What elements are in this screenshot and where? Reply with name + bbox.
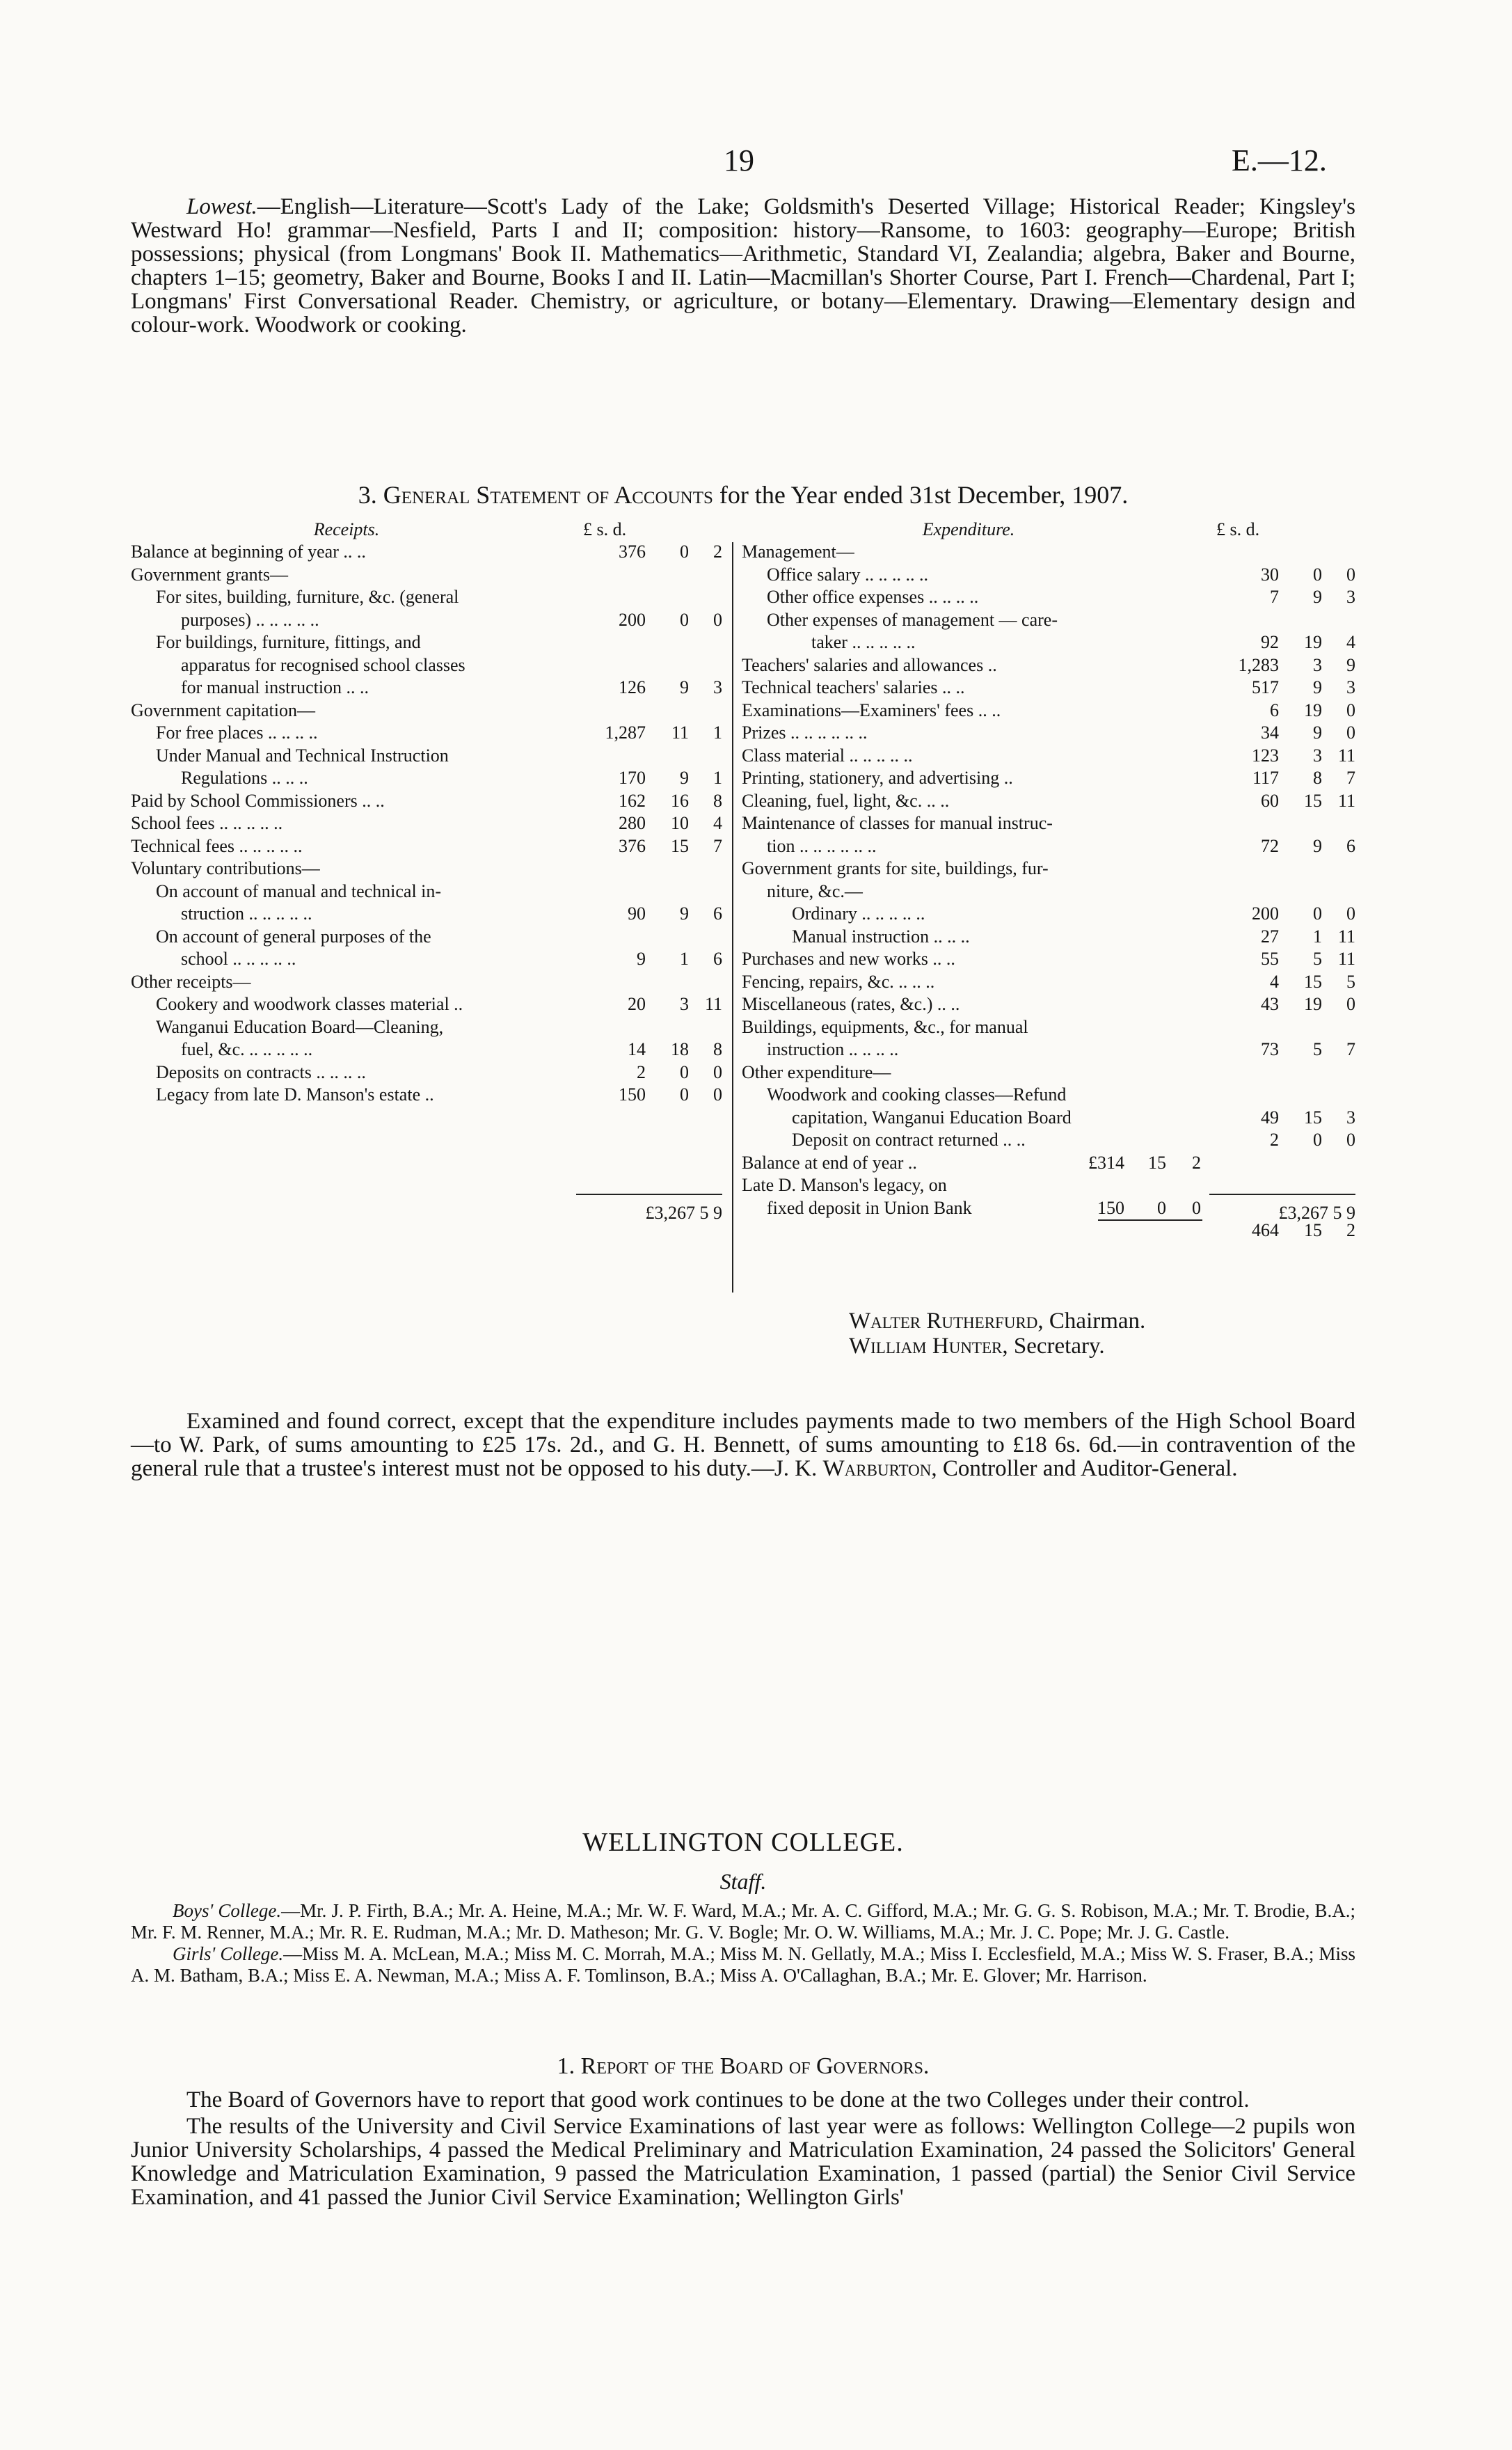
expenditure-line: [742, 812, 1355, 835]
receipts-header: [131, 519, 722, 541]
expenditure-item-label: Miscellaneous (rates, &c.) .. ..: [742, 994, 960, 1014]
expenditure-line: fixed deposit in Union Bank 150 0 0: [742, 1197, 1355, 1220]
girls-college-staff: Girls' College.—Miss M. A. McLean, M.A.; Miss M. C. Morrah, M.A.; Miss M. N. Gellatly, M.A.; Miss I. Ecclesfield, M.A.; Miss W. S. Fraser, B.A.; Miss A. M. Batham, B.A.; Miss E. A. Newman, M.A.; Miss A. F. Tomlinson, B.A.; Miss A. O'Callaghan, B.A.; Mr. E. Glover; Mr. Harrison.: [131, 1943, 1355, 1986]
receipts-line: fuel, &c. .. .. .. .. .. 14 18 8: [131, 1038, 722, 1061]
expenditure-item-label: Other expenditure—: [742, 1061, 891, 1082]
column-divider: [732, 542, 733, 1293]
receipts-item-label: for manual instruction .. ..: [181, 677, 369, 697]
expenditure-rows: [742, 541, 1355, 1242]
college-title: WELLINGTON COLLEGE.: [582, 1828, 904, 1857]
receipts-item-label: Wanganui Education Board—Cleaning,: [156, 1016, 444, 1037]
expenditure-total: £3,267 5 9: [1209, 1194, 1355, 1226]
receipts-item-label: school .. .. .. .. ..: [181, 949, 296, 969]
expenditure-line: Deposit on contract returned .. .. 2 0 0: [742, 1129, 1355, 1152]
receipts-item-label: Government capitation—: [131, 700, 315, 720]
report-title: 1. Report of the Board of Governors.: [557, 2053, 930, 2079]
report-body: [131, 2088, 1355, 2212]
receipts-item-label: School fees .. .. .. .. ..: [131, 813, 283, 833]
expenditure-column: [742, 519, 1355, 1242]
receipts-line: [131, 586, 722, 609]
expenditure-item-label: Prizes .. .. .. .. .. ..: [742, 722, 868, 743]
receipts-line: [131, 971, 722, 994]
receipts-line: school .. .. .. .. .. 9 1 6: [131, 948, 722, 971]
expenditure-item-label: Government grants for site, buildings, fur-: [742, 858, 1049, 878]
receipts-item-label: Regulations .. .. ..: [181, 768, 308, 788]
receipts-item-label: Legacy from late D. Manson's estate ..: [156, 1084, 434, 1105]
expenditure-item-label: Office salary .. .. .. .. ..: [767, 564, 929, 585]
receipts-line: For free places .. .. .. .. 1,287 11 1: [131, 722, 722, 745]
expenditure-item-label: Purchases and new works .. ..: [742, 949, 955, 969]
receipts-line: [131, 700, 722, 722]
receipts-line: Technical fees .. .. .. .. .. 376 15 7: [131, 835, 722, 858]
chairman-signature: Walter Rutherfurd, Chairman.: [849, 1309, 1146, 1334]
expenditure-item-label: niture, &c.—: [767, 880, 863, 901]
receipts-line: struction .. .. .. .. .. 90 9 6: [131, 903, 722, 926]
accounts-statement: [131, 519, 1355, 1291]
lsd-header: £ s. d.: [1216, 519, 1260, 539]
expenditure-item-label: Manual instruction .. .. ..: [792, 926, 970, 947]
expenditure-header: [742, 519, 1355, 541]
expenditure-line: Office salary .. .. .. .. .. 30 0 0: [742, 564, 1355, 587]
receipts-line: [131, 631, 722, 654]
lsd-header: £ s. d.: [583, 519, 627, 539]
receipts-item-label: Under Manual and Technical Instruction: [156, 745, 449, 766]
expenditure-item-label: fixed deposit in Union Bank: [767, 1197, 972, 1218]
report-paragraph: The results of the University and Civil Service Examinations of last year were as follows: Wellington College—2 pupils won Junior University Scholarships, 4 passed the Medical Preliminary and Matriculation Examination, 24 passed the Solicitors' General Knowledge and Matriculation Examination, 9 passed the Matriculation Examination, 1 passed (partial) the Senior Civil Service Examination, and 41 passed the Junior Civil Service Examination; Wellington Girls': [131, 2114, 1355, 2210]
document-code: E.—12.: [1232, 143, 1327, 177]
expenditure-line: taker .. .. .. .. .. 92 19 4: [742, 631, 1355, 654]
expenditure-item-label: Deposit on contract returned .. ..: [792, 1130, 1026, 1150]
expenditure-line: [742, 609, 1355, 632]
expenditure-item-label: Examinations—Examiners' fees .. ..: [742, 700, 1001, 720]
expenditure-line: Purchases and new works .. .. 55 5 11: [742, 948, 1355, 971]
report-paragraph: The Board of Governors have to report that good work continues to be done at the two Colleges under their control.: [186, 2087, 1250, 2112]
expenditure-line: Fencing, repairs, &c. .. .. .. 4 15 5: [742, 971, 1355, 994]
receipts-line: Legacy from late D. Manson's estate .. 150 0 0: [131, 1084, 722, 1107]
expenditure-line: [742, 880, 1355, 903]
lowest-text: —English—Literature—Scott's Lady of the Lake; Goldsmith's Deserted Village; Historical Reader; Kingsley's Westward Ho! grammar—Nesfield, Parts I and II; composition: history—Ransome, to 1603: geography—Europe; British possessions; physical (from Longmans' Book II. Mathematics—Arithmetic, Standard VI, Zealandia; algebra, Baker and Bourne, chapters 1–15; geometry, Baker and Bourne, Books I and II. Latin—Macmillan's Shorter Course, Part I. French—Chardenal, Part I; Longmans' First Conversational Reader. Chemistry, or agriculture, or botany—Elementary. Drawing—Elementary design and colour-work. Woodwork or cooking.: [131, 194, 1355, 338]
receipts-line: [131, 926, 722, 949]
expenditure-item-label: Balance at end of year ..: [742, 1152, 917, 1173]
staff-list: [131, 1900, 1355, 1986]
receipts-line: [131, 745, 722, 768]
page-header: [0, 143, 1512, 184]
receipts-line: for manual instruction .. .. 126 9 3: [131, 677, 722, 700]
expenditure-item-label: Teachers' salaries and allowances ..: [742, 654, 997, 675]
receipts-item-label: purposes) .. .. .. .. ..: [181, 609, 319, 630]
expenditure-line: [742, 541, 1355, 564]
expenditure-line: [742, 1084, 1355, 1107]
receipts-item-label: Cookery and woodwork classes material ..: [156, 994, 463, 1014]
expenditure-item-label: tion .. .. .. .. .. ..: [767, 835, 877, 856]
expenditure-item-label: Late D. Manson's legacy, on: [742, 1175, 947, 1195]
receipts-label: Receipts.: [313, 519, 380, 539]
expenditure-item-label: Ordinary .. .. .. .. ..: [792, 903, 925, 924]
curriculum-lowest-paragraph: [131, 195, 1355, 337]
expenditure-line: Manual instruction .. .. .. 27 1 11: [742, 926, 1355, 949]
receipts-rows: [131, 541, 722, 1107]
subtotal-rule: [1098, 1219, 1202, 1221]
receipts-item-label: Paid by School Commissioners .. ..: [131, 790, 385, 811]
expenditure-line: Ordinary .. .. .. .. .. 200 0 0: [742, 903, 1355, 926]
page-number: 19: [724, 143, 754, 177]
expenditure-item-label: Woodwork and cooking classes—Refund: [767, 1084, 1067, 1105]
expenditure-item-label: Technical teachers' salaries .. ..: [742, 677, 965, 697]
expenditure-line: instruction .. .. .. .. 73 5 7: [742, 1038, 1355, 1061]
expenditure-line: [742, 858, 1355, 880]
expenditure-item-label: Buildings, equipments, &c., for manual: [742, 1016, 1028, 1037]
receipts-item-label: Other receipts—: [131, 971, 251, 992]
expenditure-line: 464 15 2: [742, 1219, 1355, 1242]
expenditure-item-label: Other expenses of management — care-: [767, 609, 1058, 630]
receipts-item-label: fuel, &c. .. .. .. .. ..: [181, 1039, 313, 1059]
receipts-item-label: Technical fees .. .. .. .. ..: [131, 835, 303, 856]
expenditure-item-label: Class material .. .. .. .. ..: [742, 745, 913, 766]
staff-label: Staff.: [719, 1869, 767, 1894]
expenditure-item-label: Printing, stationery, and advertising ..: [742, 768, 1013, 788]
expenditure-line: Miscellaneous (rates, &c.) .. .. 43 19 0: [742, 993, 1355, 1016]
expenditure-line: Balance at end of year .. £314 15 2: [742, 1152, 1355, 1175]
receipts-item-label: For sites, building, furniture, &c. (general: [156, 587, 459, 607]
receipts-item-label: struction .. .. .. .. ..: [181, 903, 312, 924]
expenditure-line: Examinations—Examiners' fees .. .. 6 19 0: [742, 700, 1355, 722]
expenditure-line: Printing, stationery, and advertising .. 117 8 7: [742, 767, 1355, 790]
receipts-line: purposes) .. .. .. .. .. 200 0 0: [131, 609, 722, 632]
receipts-item-label: Government grants—: [131, 564, 289, 585]
expenditure-item-label: capitation, Wanganui Education Board: [792, 1107, 1072, 1128]
accounts-title: 3. General Statement of Accounts for the Year ended 31st December, 1907.: [358, 481, 1129, 509]
expenditure-item-label: taker .. .. .. .. ..: [811, 632, 916, 652]
receipts-line: [131, 654, 722, 677]
receipts-item-label: Balance at beginning of year .. ..: [131, 542, 366, 562]
expenditure-line: Class material .. .. .. .. .. 123 3 11: [742, 745, 1355, 768]
signatures: [849, 1309, 1145, 1359]
receipts-item-label: On account of manual and technical in-: [156, 880, 442, 901]
expenditure-line: Other office expenses .. .. .. .. 7 9 3: [742, 586, 1355, 609]
expenditure-item-label: Management—: [742, 542, 854, 562]
receipts-line: Regulations .. .. .. 170 9 1: [131, 767, 722, 790]
receipts-line: Cookery and woodwork classes material .. 20 3 11: [131, 993, 722, 1016]
receipts-line: [131, 1016, 722, 1039]
receipts-item-label: apparatus for recognised school classes: [181, 654, 465, 675]
receipts-line: [131, 880, 722, 903]
receipts-total: £3,267 5 9: [576, 1194, 722, 1226]
receipts-line: School fees .. .. .. .. .. 280 10 4: [131, 812, 722, 835]
expenditure-line: [742, 1016, 1355, 1039]
lowest-label: Lowest.: [186, 194, 257, 219]
expenditure-line: Prizes .. .. .. .. .. .. 34 9 0: [742, 722, 1355, 745]
receipts-line: Balance at beginning of year .. .. 376 0 2: [131, 541, 722, 564]
receipts-item-label: Deposits on contracts .. .. .. ..: [156, 1061, 366, 1082]
expenditure-item-label: Cleaning, fuel, light, &c. .. ..: [742, 790, 950, 811]
expenditure-line: Teachers' salaries and allowances .. 1,283 3 9: [742, 654, 1355, 677]
receipts-item-label: Voluntary contributions—: [131, 858, 320, 878]
receipts-line: Paid by School Commissioners .. .. 162 16 8: [131, 790, 722, 813]
expenditure-item-label: Other office expenses .. .. .. ..: [767, 587, 979, 607]
receipts-line: [131, 858, 722, 880]
audit-note: Examined and found correct, except that the expenditure includes payments made to two members of the High School Board—to W. Park, of sums amounting to £25 17s. 2d., and G. H. Bennett, of sums amounting to £18 6s. 6d.—in contravention of the general rule that a trustee's interest must not be opposed to his duty.—J. K. Warburton, Controller and Auditor-General.: [131, 1409, 1355, 1481]
receipts-item-label: On account of general purposes of the: [156, 926, 431, 947]
expenditure-line: [742, 1061, 1355, 1084]
receipts-item-label: For buildings, furniture, fittings, and: [156, 632, 421, 652]
expenditure-item-label: Fencing, repairs, &c. .. .. ..: [742, 971, 935, 992]
boys-college-staff: Boys' College.—Mr. J. P. Firth, B.A.; Mr. A. Heine, M.A.; Mr. W. F. Ward, M.A.; Mr. A. C. Gifford, M.A.; Mr. G. G. S. Robison, M.A.; Mr. T. Brodie, B.A.; Mr. F. M. Renner, M.A.; Mr. R. E. Rudman, M.A.; Mr. D. Matheson; Mr. G. V. Bogle; Mr. O. W. Williams, M.A.; Mr. J. C. Pope; Mr. J. G. Castle.: [131, 1900, 1355, 1943]
expenditure-item-label: instruction .. .. .. ..: [767, 1039, 899, 1059]
expenditure-line: Technical teachers' salaries .. .. 517 9 3: [742, 677, 1355, 700]
expenditure-line: Cleaning, fuel, light, &c. .. .. 60 15 11: [742, 790, 1355, 813]
receipts-column: [131, 519, 722, 1223]
expenditure-line: capitation, Wanganui Education Board 49 15 3: [742, 1107, 1355, 1130]
receipts-item-label: For free places .. .. .. ..: [156, 722, 318, 743]
expenditure-label: Expenditure.: [922, 519, 1015, 539]
receipts-line: Deposits on contracts .. .. .. .. 2 0 0: [131, 1061, 722, 1084]
secretary-signature: William Hunter, Secretary.: [849, 1334, 1105, 1359]
receipts-line: [131, 564, 722, 587]
expenditure-line: tion .. .. .. .. .. .. 72 9 6: [742, 835, 1355, 858]
expenditure-item-label: Maintenance of classes for manual instruc-: [742, 813, 1053, 833]
